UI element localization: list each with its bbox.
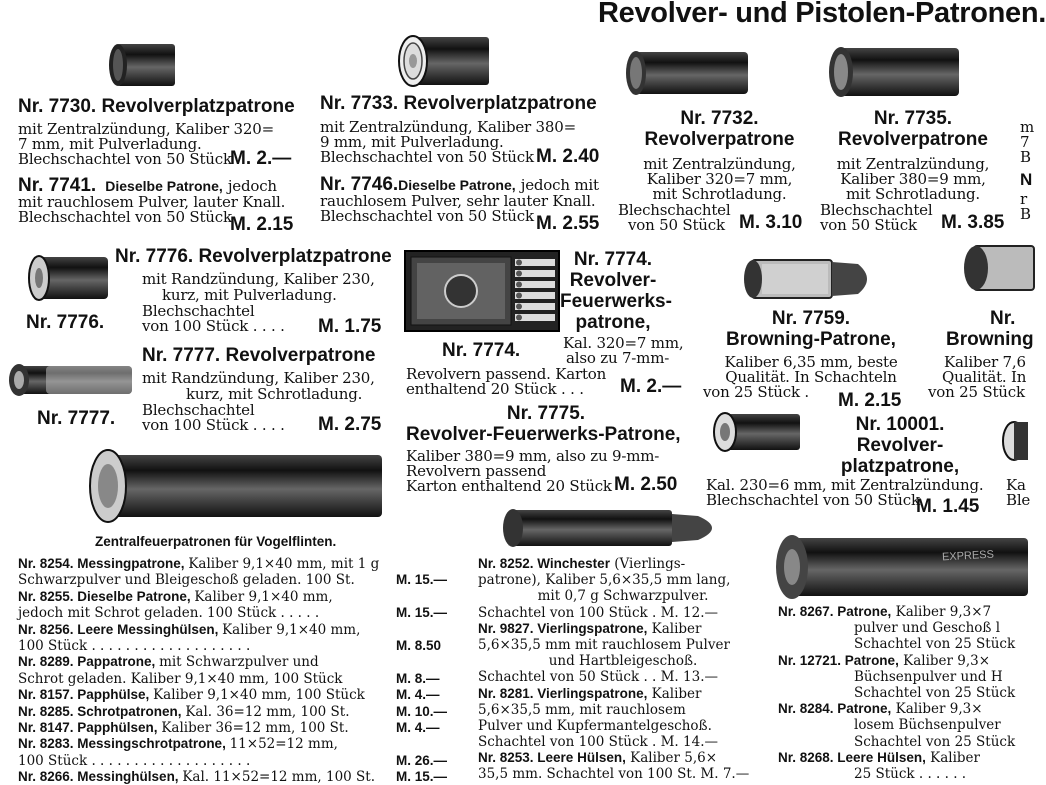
edge-col2-desc-1: Kaliber 7,6 bbox=[944, 353, 1026, 371]
mid-list-row: Nr. 8281. Vierlingspatrone, Kaliber bbox=[478, 685, 702, 702]
item-7774-title-1: Nr. 7774. bbox=[573, 249, 653, 270]
edge-col2-desc-2: Qualität. In bbox=[942, 368, 1027, 386]
left-list-price: M. 8.— bbox=[396, 670, 440, 686]
right-list-row: Büchsenpulver und H bbox=[854, 668, 1003, 685]
item-7741-desc-2: Blechschachtel von 50 Stück bbox=[18, 208, 232, 226]
right-list-bold: Nr. 8268. Leere Hülsen, bbox=[778, 749, 926, 765]
right-list-row: Schachtel von 25 Stück bbox=[854, 733, 1016, 750]
mid-list-row: mit 0,7 g Schwarzpulver. bbox=[537, 588, 709, 605]
express-print: EXPRESS bbox=[941, 548, 995, 564]
item-7735-box-2: von 50 Stück bbox=[820, 216, 917, 234]
item-7746-title: Nr. 7746. bbox=[320, 174, 399, 195]
item-7735-price: M. 3.85 bbox=[941, 212, 1005, 233]
left-list-row bbox=[18, 589, 458, 605]
item-7730-desc-2: 7 mm, mit Pulverladung. bbox=[18, 135, 202, 153]
left-list-row bbox=[18, 622, 458, 638]
left-list-number: Nr. 8254. Messingpatrone, bbox=[18, 556, 189, 571]
left-list-row bbox=[18, 769, 458, 785]
mid-list-row: Schachtel von 100 Stück . M. 14.— bbox=[478, 734, 718, 751]
item-7774-price: M. 2.— bbox=[620, 376, 682, 397]
item-10001-title-3: platzpatrone, bbox=[840, 456, 960, 477]
mid-list-row: Pulver und Kupfermantelgeschoß. bbox=[478, 717, 712, 734]
item-7776-desc-1: mit Randzündung, Kaliber 230, bbox=[142, 270, 375, 288]
left-list-number: Nr. 8256. Leere Messinghülsen, bbox=[18, 621, 223, 637]
edge-col3-1: Ka bbox=[1006, 476, 1026, 494]
cartridge-7776-image bbox=[26, 252, 110, 304]
item-7741-desc-0: jedoch bbox=[227, 177, 277, 195]
item-7774-side-label: Nr. 7774. bbox=[442, 340, 521, 361]
left-list-price: M. 4.— bbox=[396, 687, 440, 703]
item-7776-title: Nr. 7776. Revolverplatzpatrone bbox=[115, 246, 392, 267]
edge-col1-4: N bbox=[1020, 170, 1033, 189]
item-7735-box-1: Blechschachtel bbox=[820, 201, 933, 219]
mid-list-row: und Hartbleigeschoß. bbox=[548, 653, 698, 670]
right-list-row: Nr. 8267. Patrone, Kaliber 9,3×7 bbox=[778, 604, 992, 620]
left-list-price: M. 15.— bbox=[396, 605, 448, 621]
cartridge-7735-image bbox=[825, 42, 963, 102]
left-list-row bbox=[18, 572, 458, 588]
left-list-price: M. 15.— bbox=[396, 572, 448, 588]
item-7732-box-2: von 50 Stück bbox=[628, 216, 725, 234]
left-list-number: Nr. 8289. Pappatrone, bbox=[18, 654, 160, 670]
edge-col1-6: B bbox=[1020, 205, 1031, 223]
item-7777-desc-3: Blechschachtel bbox=[142, 401, 255, 419]
item-7730-title: Nr. 7730. Revolverplatzpatrone bbox=[18, 96, 295, 117]
item-7759-desc-3: von 25 Stück . bbox=[703, 383, 809, 401]
left-list-row bbox=[18, 736, 458, 752]
left-list bbox=[18, 556, 458, 785]
mid-list-bold: Nr. 8281. Vierlingspatrone, bbox=[478, 685, 648, 701]
left-list-number: Nr. 8285. Schrotpatronen, bbox=[18, 703, 186, 719]
left-list-row bbox=[18, 687, 458, 703]
left-list-price: M. 10.— bbox=[396, 703, 448, 719]
item-7746-desc-2: Blechschachtel von 50 Stück bbox=[320, 207, 534, 225]
left-list-text: Nr. 8283. Messingschrotpatrone, 11×52=12 mm, bbox=[18, 736, 338, 753]
item-7776-desc-3: Blechschachtel bbox=[142, 302, 255, 320]
left-list-price: M. 4.— bbox=[396, 719, 440, 735]
edge-col1-3: B bbox=[1020, 148, 1031, 166]
item-10001-desc-2: Blechschachtel von 50 Stück bbox=[706, 491, 920, 509]
edge-col2-title-1: Nr. bbox=[990, 308, 1016, 329]
left-list-row bbox=[18, 753, 458, 769]
mid-list-bold: Nr. 8253. Leere Hülsen, bbox=[478, 750, 626, 766]
cartridge-edge-browning-image bbox=[960, 240, 1028, 296]
item-7774-right-2: also zu 7-mm- bbox=[566, 349, 670, 367]
item-7774-desc-1: Revolvern passend. Karton bbox=[406, 365, 607, 383]
right-list-bold: Nr. 8284. Patrone, bbox=[778, 701, 892, 717]
edge-col3-2: Ble bbox=[1006, 491, 1031, 509]
left-list-row bbox=[18, 704, 458, 720]
mid-list-row: 5,6×35,5 mm mit rauchlosem Pulver bbox=[478, 636, 730, 653]
mid-list-row: Schachtel von 50 Stück . . M. 13.— bbox=[478, 669, 718, 686]
left-list-text: Schwarzpulver und Bleigeschoß geladen. 100 St. bbox=[18, 572, 355, 589]
cartridge-vogelflinte-image bbox=[88, 445, 386, 527]
left-list-text: Schrot geladen. Kaliber 9,1×40 mm, 100 Stück bbox=[18, 670, 343, 687]
item-7759-desc-1: Kaliber 6,35 mm, beste bbox=[724, 353, 898, 371]
mid-list-bold: Nr. 8252. Winchester bbox=[478, 556, 610, 571]
mid-list-bold: Nr. 9827. Vierlingspatrone, bbox=[478, 620, 648, 636]
item-7746-subtitle: Dieselbe Patrone, bbox=[398, 177, 516, 193]
item-7730-price: M. 2.— bbox=[230, 148, 292, 169]
right-list-row: Schachtel von 25 Stück bbox=[854, 684, 1016, 701]
item-7775-title-1: Nr. 7775. bbox=[506, 403, 586, 424]
left-list-number: Nr. 8147. Papphülsen, bbox=[18, 719, 162, 735]
item-7777-price: M. 2.75 bbox=[318, 414, 382, 435]
left-list-row bbox=[18, 605, 458, 621]
item-7759-title-1: Nr. 7759. bbox=[771, 308, 851, 329]
left-list-price: M. 15.— bbox=[396, 769, 448, 785]
left-list-number: Nr. 8157. Papphülse, bbox=[18, 687, 154, 703]
right-list-row: Nr. 8268. Leere Hülsen, Kaliber bbox=[778, 749, 980, 766]
item-7735-title-1: Nr. 7735. bbox=[873, 108, 953, 129]
item-7746-desc-0: jedoch mit bbox=[520, 176, 599, 194]
item-7732-box-1: Blechschachtel bbox=[618, 201, 731, 219]
item-7732-desc-1: mit Zentralzündung, bbox=[643, 155, 796, 173]
item-7732-title-2: Revolverpatrone bbox=[644, 129, 795, 150]
right-list-row: Nr. 8284. Patrone, Kaliber 9,3× bbox=[778, 701, 983, 718]
mid-list-row: patrone), Kaliber 5,6×35,5 mm lang, bbox=[478, 572, 731, 589]
cartridge-winchester-image bbox=[500, 504, 728, 552]
item-10001-desc-1: Kal. 230=6 mm, mit Zentralzündung. bbox=[706, 476, 984, 494]
item-7774-desc-2: enthaltend 20 Stück . . . bbox=[406, 380, 584, 398]
item-7735-title-2: Revolverpatrone bbox=[838, 129, 988, 150]
cartridge-edge-small-image bbox=[1000, 418, 1028, 464]
left-list-row bbox=[18, 654, 458, 670]
left-list-number: Nr. 8266. Messinghülsen, bbox=[18, 769, 183, 785]
left-list-text: Nr. 8266. Messinghülsen, Kal. 11×52=12 mm, 100 St. bbox=[18, 769, 376, 785]
mid-list-row: Nr. 8252. Winchester (Vierlings- bbox=[478, 556, 686, 572]
item-7732-title-1: Nr. 7732. bbox=[680, 108, 759, 129]
cartridge-7777-image bbox=[6, 360, 136, 400]
edge-col2-title-2: Browning bbox=[946, 329, 1034, 350]
item-7776-desc-4: von 100 Stück . . . . bbox=[142, 317, 285, 335]
mid-list-row: Schachtel von 100 Stück . M. 12.— bbox=[478, 604, 718, 621]
item-7741-subtitle: Dieselbe Patrone, bbox=[105, 178, 223, 194]
item-10001-price: M. 1.45 bbox=[916, 496, 980, 517]
item-7776-side-label: Nr. 7776. bbox=[26, 312, 105, 333]
left-list-text: Nr. 8285. Schrotpatronen, Kal. 36=12 mm, 100 St. bbox=[18, 703, 350, 720]
item-7735-desc-3: mit Schrotladung. bbox=[845, 185, 981, 203]
item-7774-title-3: Feuerwerks- bbox=[560, 291, 672, 312]
item-7774-title-2: Revolver- bbox=[569, 270, 657, 291]
left-list-text: Nr. 8289. Pappatrone, mit Schwarzpulver und bbox=[18, 654, 319, 671]
left-list-row bbox=[18, 671, 458, 687]
left-list-text: Nr. 8255. Dieselbe Patrone, Kaliber 9,1×40 mm, bbox=[18, 588, 333, 605]
item-7776-price: M. 1.75 bbox=[318, 316, 382, 337]
item-7733-price: M. 2.40 bbox=[536, 146, 600, 167]
item-7777-desc-4: von 100 Stück . . . . bbox=[142, 416, 285, 434]
item-7777-title: Nr. 7777. Revolverpatrone bbox=[142, 345, 376, 366]
item-7732-desc-2: Kaliber 320=7 mm, bbox=[646, 170, 793, 188]
item-7733-desc-3: Blechschachtel von 50 Stück bbox=[320, 148, 534, 166]
item-7776-desc-2: kurz, mit Pulverladung. bbox=[162, 286, 337, 304]
mid-list bbox=[478, 556, 768, 783]
left-list-price: M. 26.— bbox=[396, 752, 448, 768]
item-10001-title-1: Nr. 10001. bbox=[855, 414, 945, 435]
item-7777-side-label: Nr. 7777. bbox=[37, 408, 116, 429]
cartridge-7730-image bbox=[105, 40, 177, 90]
mid-list-row: 35,5 mm. Schachtel von 100 St. M. 7.— bbox=[478, 766, 750, 783]
item-7759-desc-2: Qualität. In Schachteln bbox=[725, 368, 897, 386]
item-7775-desc-2: Revolvern passend bbox=[406, 462, 547, 480]
firework-box-7774-image bbox=[403, 245, 563, 335]
left-list-text: Nr. 8147. Papphülsen, Kaliber 36=12 mm, 100 St. bbox=[18, 719, 349, 736]
item-7733-title: Nr. 7733. Revolverplatzpatrone bbox=[320, 93, 597, 114]
left-list-text: Nr. 8157. Papphülse, Kaliber 9,1×40 mm, 100 Stück bbox=[18, 687, 365, 704]
right-list-row: Schachtel von 25 Stück bbox=[854, 636, 1016, 653]
mid-list-row: Nr. 9827. Vierlingspatrone, Kaliber bbox=[478, 620, 702, 637]
left-list-text: 100 Stück . . . . . . . . . . . . . . . . . . . bbox=[18, 752, 251, 769]
edge-col1-5: r bbox=[1020, 190, 1027, 208]
item-7730-desc-1: mit Zentralzündung, Kaliber 320= bbox=[18, 120, 274, 138]
edge-col2-desc-3: von 25 Stück bbox=[928, 383, 1025, 401]
right-list-bold: Nr. 8267. Patrone, bbox=[778, 604, 892, 619]
right-list-row: pulver und Geschoß l bbox=[854, 620, 1001, 637]
item-7774-right-1: Kal. 320=7 mm, bbox=[563, 334, 684, 352]
item-7730-desc-3: Blechschachtel von 50 Stück bbox=[18, 150, 232, 168]
left-list-text: 100 Stück . . . . . . . . . . . . . . . . . . . bbox=[18, 637, 251, 654]
item-7732-desc-3: mit Schrotladung. bbox=[652, 185, 787, 203]
edge-col1-1: m bbox=[1020, 118, 1035, 136]
mid-list-row: 5,6×35,5 mm, mit rauchlosem bbox=[478, 701, 686, 718]
right-list bbox=[778, 604, 1028, 782]
cartridge-10001-image bbox=[710, 408, 802, 456]
left-list-row bbox=[18, 556, 458, 572]
item-7733-desc-1: mit Zentralzündung, Kaliber 380= bbox=[320, 118, 576, 136]
cartridge-7732-image bbox=[622, 46, 752, 100]
item-7732-price: M. 3.10 bbox=[739, 212, 803, 233]
right-list-row: losem Büchsenpulver bbox=[854, 717, 1001, 734]
left-list-number: Nr. 8283. Messingschrotpatrone, bbox=[18, 736, 230, 752]
left-list-text: Nr. 8254. Messingpatrone, Kaliber 9,1×40 mm, mit 1 g bbox=[18, 556, 380, 572]
item-7741-title: Nr. 7741. bbox=[18, 175, 97, 196]
item-7746-price: M. 2.55 bbox=[536, 213, 600, 234]
item-7746-desc-1: rauchlosem Pulver, sehr lauter Knall. bbox=[320, 192, 596, 210]
item-7735-desc-1: mit Zentralzündung, bbox=[836, 155, 990, 173]
item-10001-title-2: Revolver- bbox=[856, 435, 944, 456]
left-list-text: Nr. 8256. Leere Messinghülsen, Kaliber 9,1×40 mm, bbox=[18, 621, 361, 638]
right-list-row: Nr. 12721. Patrone, Kaliber 9,3× bbox=[778, 652, 991, 669]
cartridge-express-image bbox=[772, 530, 1028, 604]
item-7775-title-2: Revolver-Feuerwerks-Patrone, bbox=[406, 424, 681, 445]
item-7774-title-4: patrone, bbox=[575, 312, 651, 333]
edge-col1-2: 7 bbox=[1020, 133, 1030, 151]
item-7775-price: M. 2.50 bbox=[614, 474, 678, 495]
right-list-row: 25 Stück . . . . . . bbox=[854, 765, 967, 782]
section-heading: Zentralfeuerpatronen für Vogelflinten. bbox=[95, 534, 337, 549]
left-list-price: M. 8.50 bbox=[396, 637, 442, 653]
item-7733-desc-2: 9 mm, mit Pulverladung. bbox=[320, 133, 504, 151]
page-title: Revolver- und Pistolen-Patronen. bbox=[598, 0, 1046, 29]
left-list-text: jedoch mit Schrot geladen. 100 Stück . . . . . bbox=[18, 605, 320, 622]
right-list-bold: Nr. 12721. Patrone, bbox=[778, 652, 899, 668]
item-7741-desc-1: mit rauchlosem Pulver, lauter Knall. bbox=[18, 193, 286, 211]
item-7735-desc-2: Kaliber 380=9 mm, bbox=[840, 170, 986, 188]
item-7759-price: M. 2.15 bbox=[838, 390, 902, 411]
mid-list-row: Nr. 8253. Leere Hülsen, Kaliber 5,6× bbox=[478, 750, 718, 767]
item-7741-price: M. 2.15 bbox=[230, 214, 294, 235]
cartridge-7759-image bbox=[740, 254, 880, 304]
cartridge-7733-image bbox=[393, 32, 493, 90]
left-list-number: Nr. 8255. Dieselbe Patrone, bbox=[18, 588, 195, 604]
left-list-row bbox=[18, 638, 458, 654]
item-7777-desc-1: mit Randzündung, Kaliber 230, bbox=[142, 369, 375, 387]
item-7777-desc-2: kurz, mit Schrotladung. bbox=[186, 385, 363, 403]
item-7775-desc-1: Kaliber 380=9 mm, also zu 9-mm- bbox=[406, 447, 660, 465]
item-7759-title-2: Browning-Patrone, bbox=[726, 329, 896, 350]
item-7775-desc-3: Karton enthaltend 20 Stück bbox=[406, 477, 612, 495]
left-list-row bbox=[18, 720, 458, 736]
